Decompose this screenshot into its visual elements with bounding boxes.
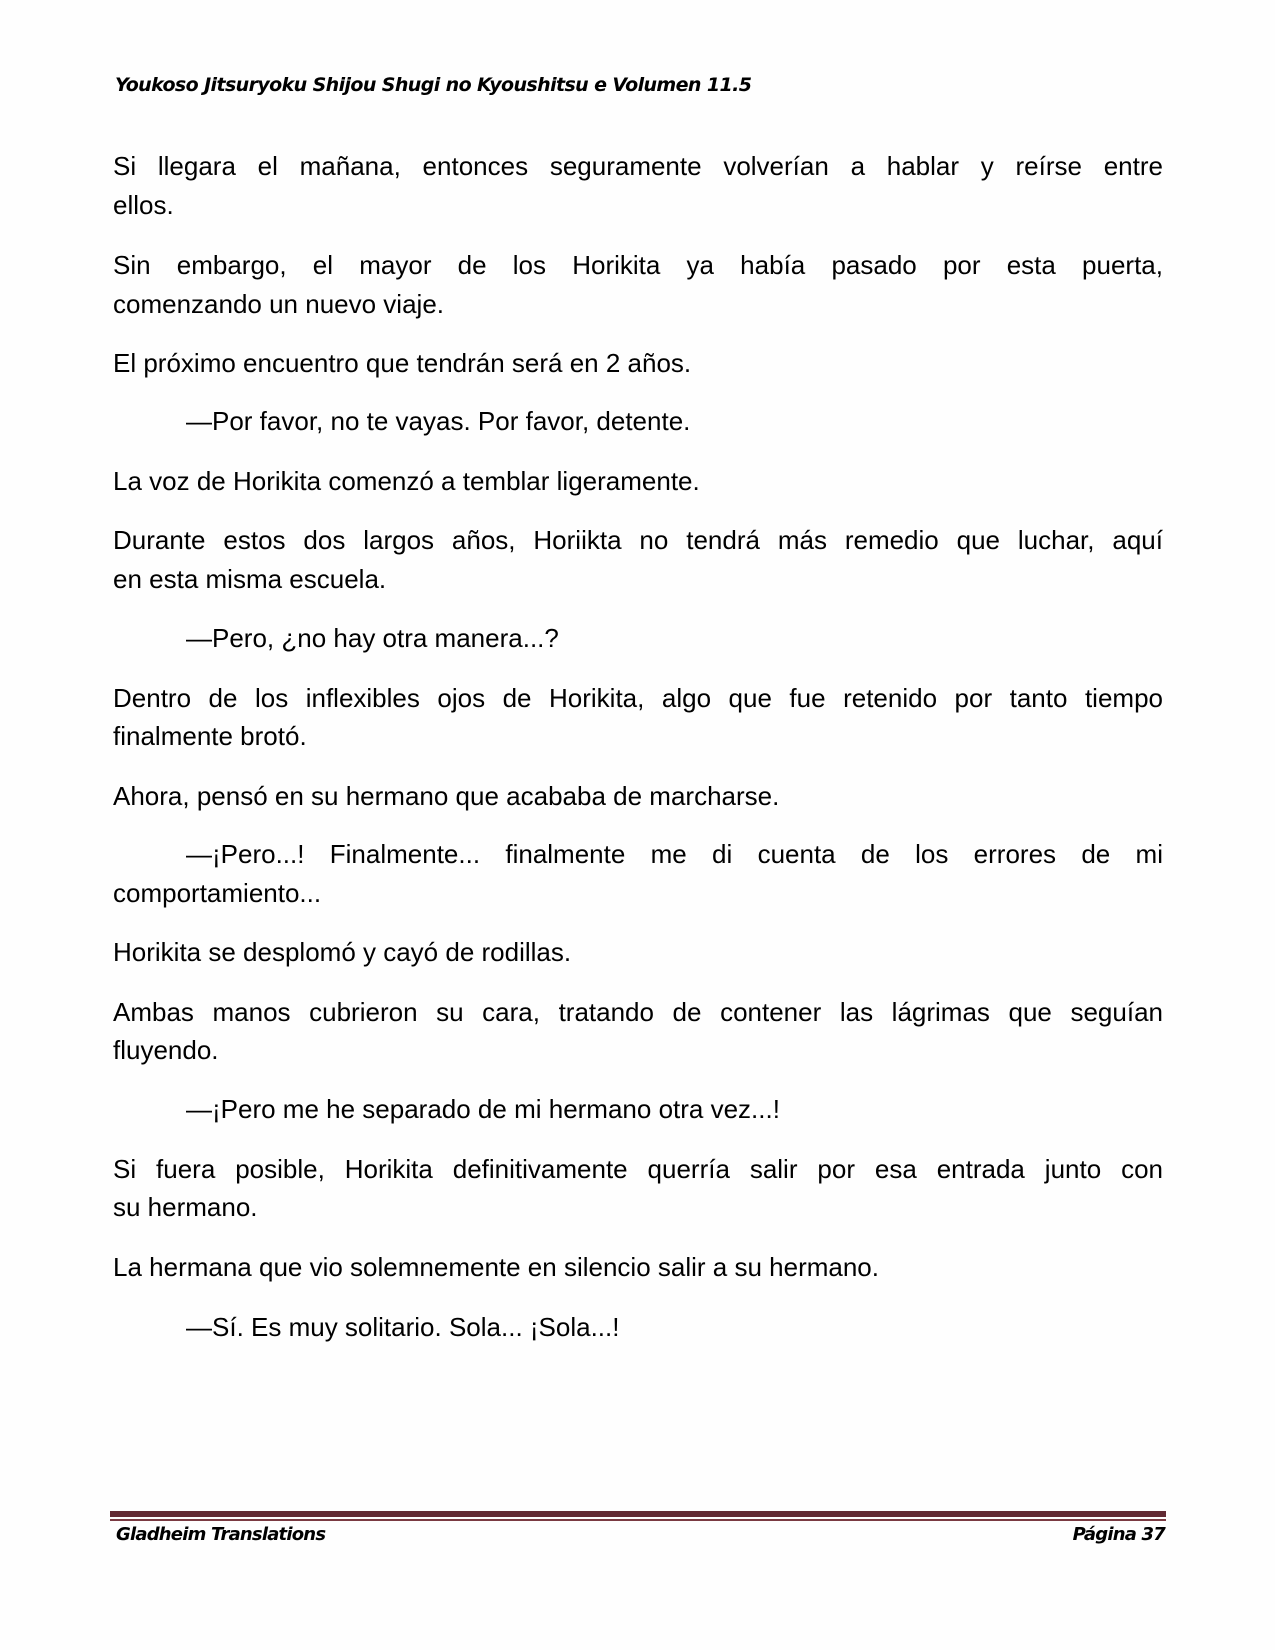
paragraph-line: fluyendo. [113,1035,219,1065]
paragraph-line: finalmente brotó. [113,721,307,751]
paragraph-line: Horikita se desplomó y cayó de rodillas. [113,937,572,967]
paragraph-line: Si fuera posible, Horikita definitivamente querría salir por esa entrada junto con [113,1154,1163,1184]
paragraph-line: Ahora, pensó en su hermano que acababa de marcharse. [113,781,780,811]
header-title: Youkoso Jitsuryoku Shijou Shugi no Kyoushitsu e Volumen 11.5 [115,74,752,96]
dialogue-line: —Por favor, no te vayas. Por favor, detente. [186,406,691,436]
paragraph-line: La hermana que vio solemnemente en silencio salir a su hermano. [113,1252,879,1282]
paragraph-line: su hermano. [113,1192,258,1222]
dialogue-line: —¡Pero me he separado de mi hermano otra vez...! [186,1094,780,1124]
paragraph-line: Durante estos dos largos años, Horiikta no tendrá más remedio que luchar, aquí [113,525,1163,555]
footer-page-number: Página 37 [1072,1524,1165,1545]
paragraph-line: Dentro de los inflexibles ojos de Horikita, algo que fue retenido por tanto tiempo [113,683,1163,713]
paragraph-line: comenzando un nuevo viaje. [113,289,445,319]
paragraph-line: en esta misma escuela. [113,564,387,594]
paragraph-line: La voz de Horikita comenzó a temblar ligeramente. [113,466,700,496]
footer-translator-credit: Gladheim Translations [116,1524,326,1545]
paragraph-line: ellos. [113,190,174,220]
dialogue-line: —¡Pero...! Finalmente... finalmente me di cuenta de los errores de mi [186,839,1163,869]
paragraph-line: Si llegara el mañana, entonces seguramente volverían a hablar y reírse entre [113,151,1163,181]
paragraph-line: El próximo encuentro que tendrán será en 2 años. [113,348,692,378]
paragraph-line: comportamiento... [113,878,322,908]
paragraph-line: Ambas manos cubrieron su cara, tratando de contener las lágrimas que seguían [113,997,1163,1027]
dialogue-line: —Pero, ¿no hay otra manera...? [186,623,559,653]
paragraph-line: Sin embargo, el mayor de los Horikita ya había pasado por esta puerta, [113,250,1163,280]
footer-rule-thin [110,1519,1166,1521]
footer-rule [110,1511,1166,1517]
dialogue-line: —Sí. Es muy solitario. Sola... ¡Sola...! [186,1312,620,1342]
